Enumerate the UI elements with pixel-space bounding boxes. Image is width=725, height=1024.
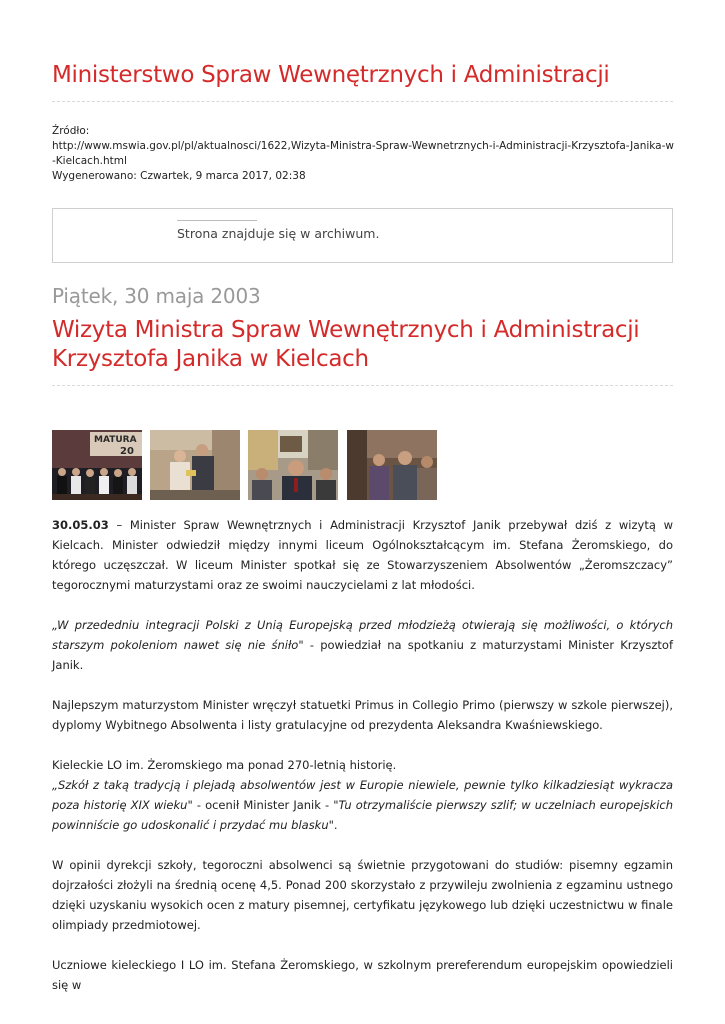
archive-notice-box — [52, 208, 673, 263]
paragraph-4-end: ". — [328, 818, 338, 832]
photo-1-image — [52, 430, 142, 500]
photo-1-sign-number: 20 — [120, 446, 134, 457]
paragraph-5: W opinii dyrekcji szkoły, tegoroczni absolwenci są świetnie przygotowani do studiów: pisemny egzamin dojrzałości złożyli na średnią ocenę 4,5. Ponad 200 skorzystało z przywileju zwolnienia z egzaminu ustnego dzięki uzyskaniu wysokich ocen z matury pisemnej, certyfikatu językowego lub dzięki uczestnictwu w finale olimpiady przedmiotowej. — [52, 858, 673, 932]
paragraph-4-quote-2: Tu otrzymaliście pierwszy szlif; w uczelniach europejskich powinniście go udoskonalić i przydać mu blasku — [52, 798, 673, 832]
archive-notice-text: Strona znajduje się w archiwum. — [177, 226, 380, 241]
photo-2-image — [150, 430, 240, 500]
paragraph-4-line-1: Kieleckie LO im. Żeromskiego ma ponad 270-letnią historię. — [52, 758, 397, 772]
paragraph-4-mid: " - ocenił Minister Janik - " — [187, 798, 339, 812]
source-meta — [52, 124, 673, 184]
title-divider — [52, 385, 673, 386]
paragraph-3: Najlepszym maturzystom Minister wręczył statuetki Primus in Collegio Primo (pierwszy w szkole pierwszej), dyplomy Wybitnego Absolwenta i listy gratulacyjne od prezydenta Aleksandra Kwaśniewskiego. — [52, 698, 673, 732]
photo-1-sign-text: MATURA — [94, 435, 137, 445]
photo-4-image — [347, 430, 437, 500]
paragraph-1 — [52, 515, 673, 595]
photo-3-image — [248, 430, 338, 500]
gallery-photo-2[interactable] — [150, 430, 240, 500]
paragraph-6: Uczniowe kieleckiego I LO im. Stefana Żeromskiego, w szkolnym prereferendum europejskim opowiedzieli się w — [52, 958, 673, 992]
article-title: Wizyta Ministra Spraw Wewnętrznych i Administracji Krzysztofa Janika w Kielcach — [52, 317, 640, 372]
source-label: Źródło: — [52, 125, 90, 137]
paragraph-2-text: " - powiedział na spotkaniu z maturzystami Minister Krzysztof Janik. — [52, 638, 673, 672]
article-body — [52, 515, 673, 1015]
generated-date: Wygenerowano: Czwartek, 9 marca 2017, 02:38 — [52, 170, 306, 182]
paragraph-2 — [52, 615, 673, 675]
article-date: Piątek, 30 maja 2003 — [52, 284, 261, 308]
paragraph-4-quote-1: „Szkół z taką tradycją i plejadą absolwentów jest w Europie niewiele, pewnie tylko kilkadziesiąt wykracza poza historię XIX wieku — [52, 778, 673, 812]
paragraph-2-quote: „W przededniu integracji Polski z Unią Europejską przed młodzieżą otwierają się możliwości, o których starszym pokoleniom nawet się nie śniło — [52, 618, 673, 652]
gallery-photo-1[interactable] — [52, 430, 142, 500]
paragraph-1-text: – Minister Spraw Wewnętrznych i Administracji Krzysztof Janik przebywał dziś z wizytą w Kielcach. Minister odwiedził między innymi liceum Ogólnokształcącym im. Stefana Żeromskiego, do którego uczęszczał. W liceum Minister spotkał się ze Stowarzyszeniem Absolwentów „Żeromszczacy” tegorocznymi maturzystami oraz ze swoimi nauczycielami z lat młodości. — [52, 518, 673, 592]
site-title[interactable]: Ministerstwo Spraw Wewnętrznych i Administracji — [52, 62, 610, 88]
gallery-photo-4[interactable] — [347, 430, 437, 500]
source-url-line-2[interactable]: -Kielcach.html — [52, 155, 127, 167]
gallery-photo-3[interactable] — [248, 430, 338, 500]
source-url-line-1[interactable]: http://www.mswia.gov.pl/pl/aktualnosci/1622,Wizyta-Ministra-Spraw-Wewnetrznych-i-Administracji-Krzysztofa-Janika-w — [52, 140, 674, 152]
archive-notice-rule — [177, 220, 257, 221]
paragraph-4 — [52, 755, 673, 835]
header-divider — [52, 101, 673, 102]
paragraph-1-date: 30.05.03 — [52, 518, 109, 532]
